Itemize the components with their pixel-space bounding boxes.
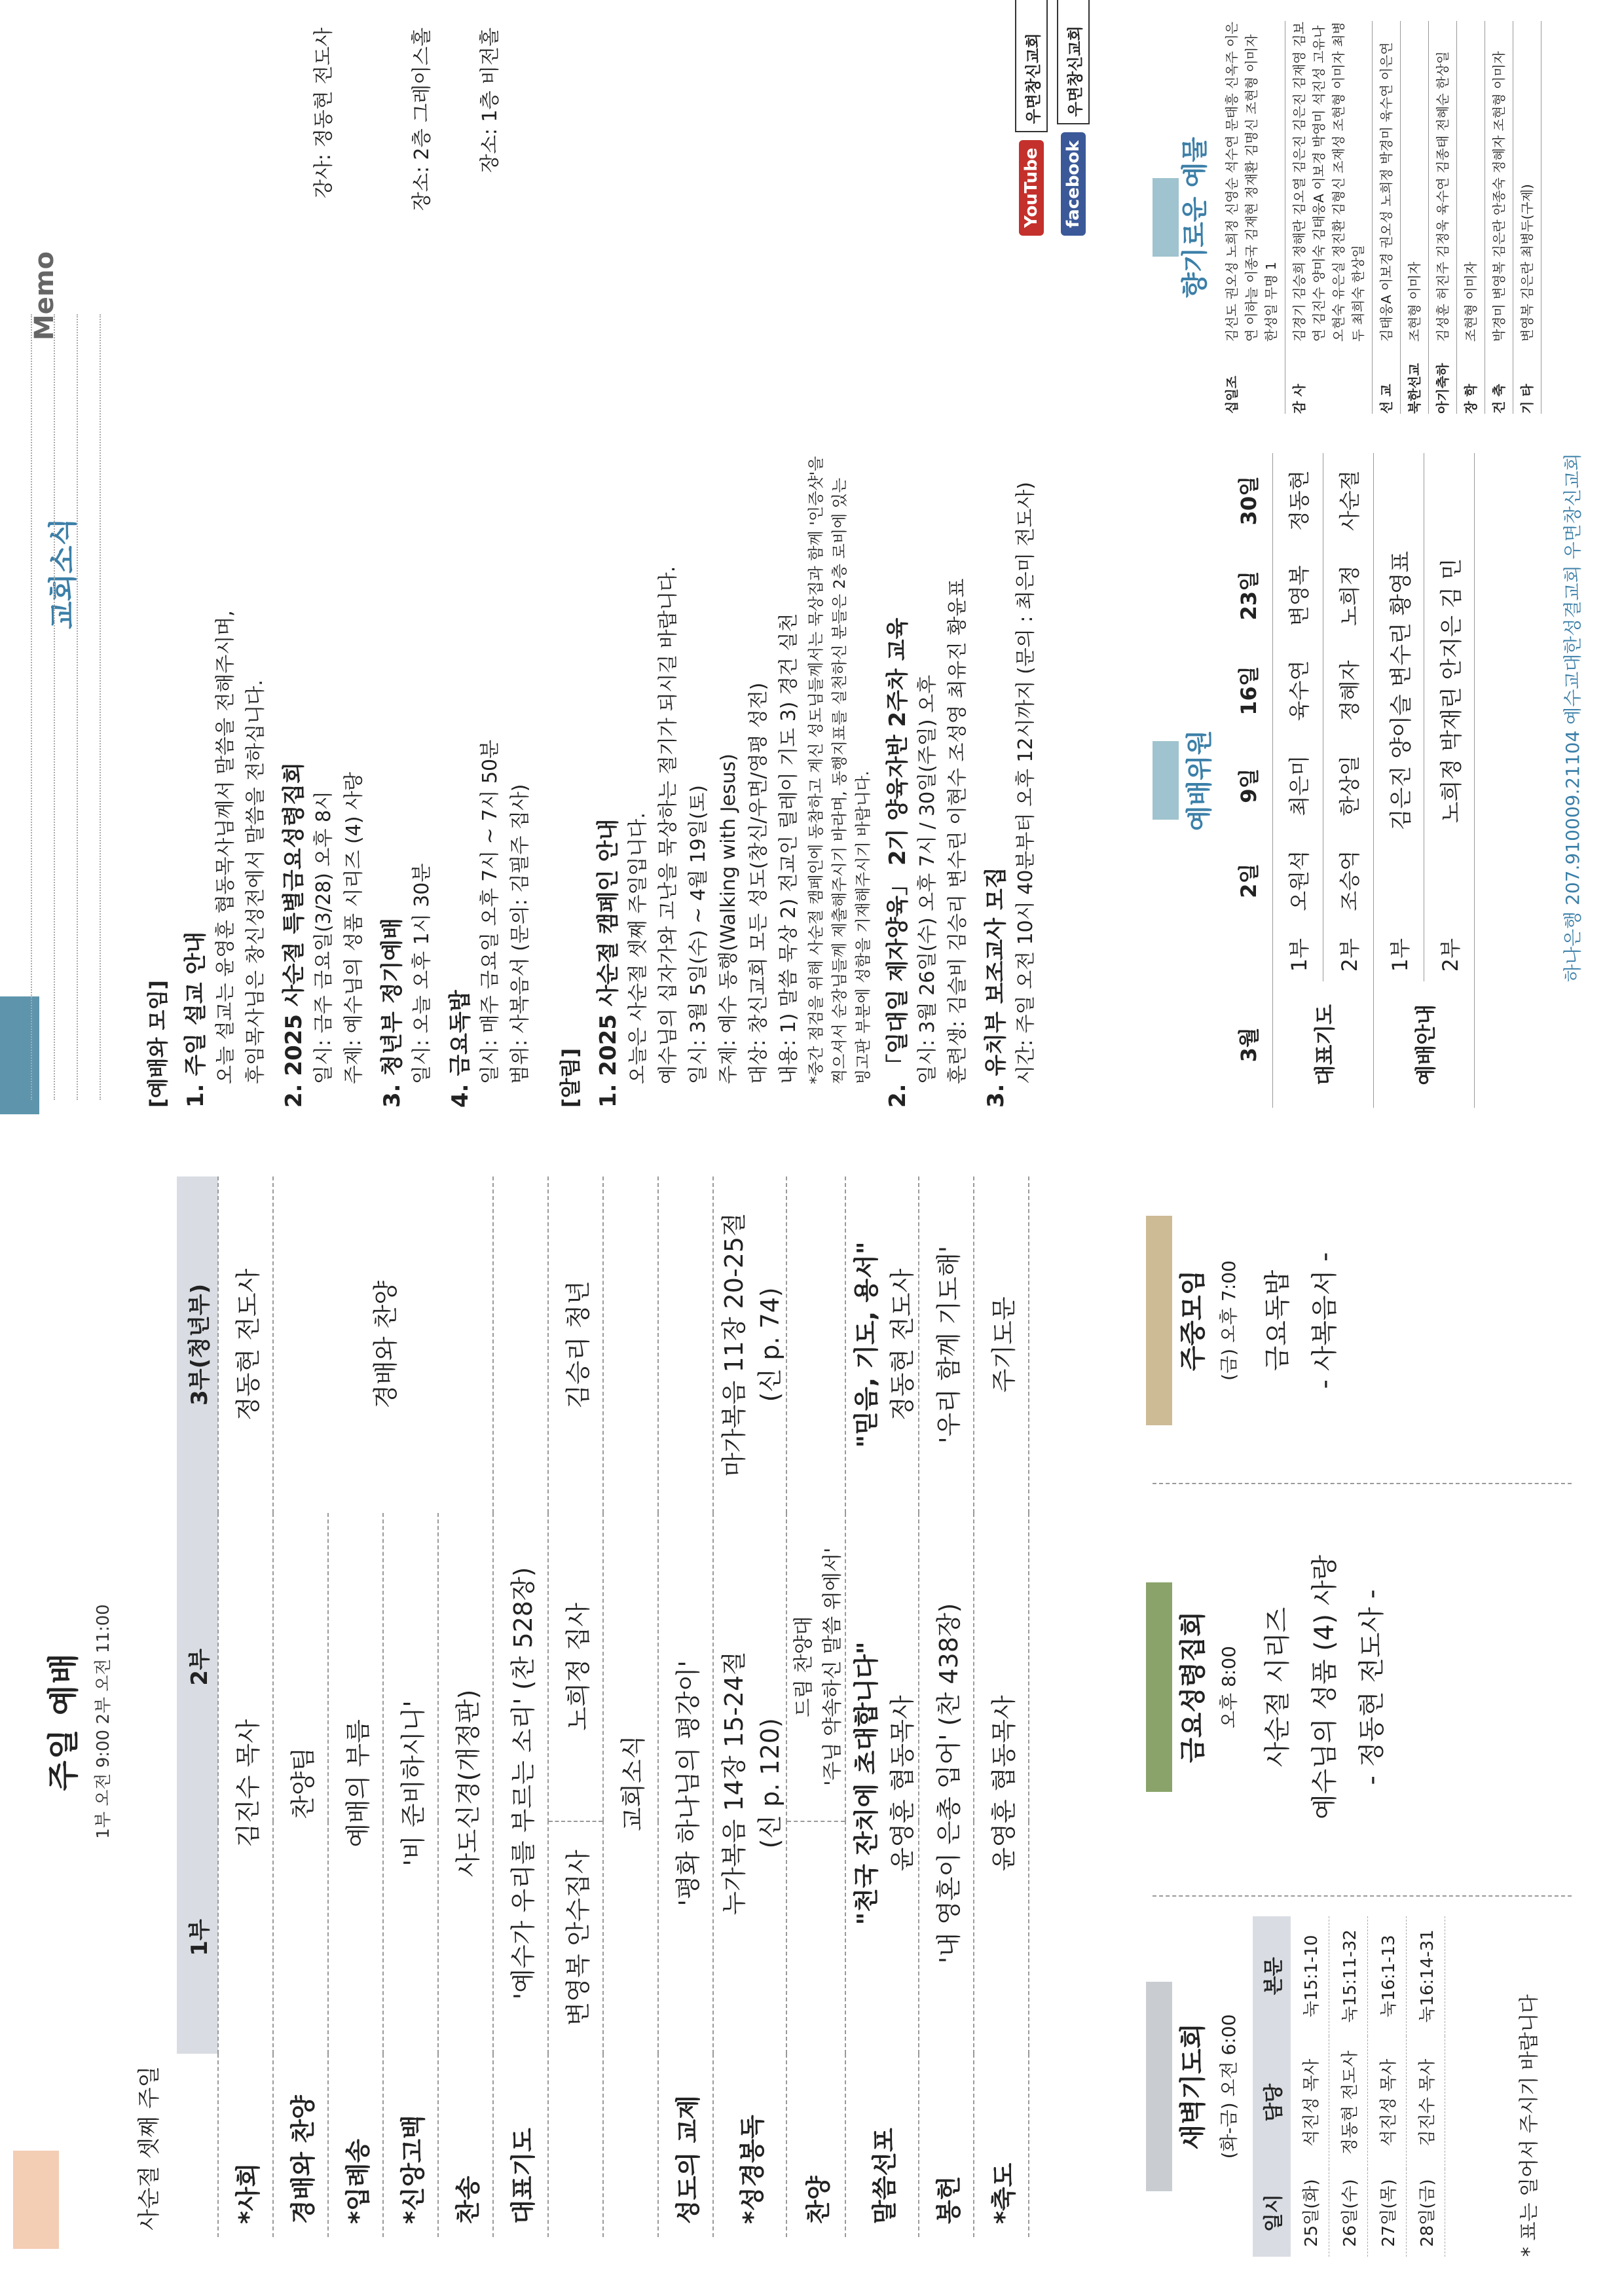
duty-title: 예배위원 xyxy=(1185,729,1215,831)
cell: '우리 함께 기도해' xyxy=(919,1176,974,1513)
worship-panel xyxy=(0,1147,1624,2296)
item-line: 훈련생: 김슬비 김승리 변수린 이현수 조성영 최유진 황윤표 xyxy=(946,578,969,1084)
item-line: 대상: 창신교회 모든 성도(창신/우면/영평 성전) xyxy=(747,682,770,1084)
cell xyxy=(1223,928,1273,982)
divider xyxy=(1153,1895,1572,1897)
cell: 한상일 xyxy=(1323,738,1374,833)
tan-tab xyxy=(1146,1216,1172,1425)
item-line: 일시: 3월 26일(수) 오후 7시 / 30일(주일) 오후 xyxy=(916,674,939,1084)
scripture-12: 누가복음 14장 15-24절 xyxy=(720,1651,748,1916)
memo-strip xyxy=(0,0,1624,92)
cell: 눅15:11-32 xyxy=(1329,1916,1368,2036)
item-title: 4. 금요독밥 xyxy=(447,990,473,1108)
worship-order-table xyxy=(177,1176,1029,2237)
offering-names: 조현형 이미자 xyxy=(1463,261,1479,342)
col-2bu: 2부 xyxy=(177,1513,218,1821)
cell: 26일(수) xyxy=(1329,2169,1368,2257)
youtube-channel: 우면창신교회 xyxy=(1024,33,1043,124)
date: 16일 xyxy=(1223,643,1273,738)
col-3bu: 3부(청년부) xyxy=(177,1176,218,1513)
cell xyxy=(845,1513,919,2054)
table-row xyxy=(1291,1916,1329,2257)
item-line: 일시: 금주 금요일(3/28) 오후 8시 xyxy=(312,791,335,1084)
dawn-col: 일시 xyxy=(1253,2169,1291,2257)
item-line-right: 장소: 1층 비전홀 xyxy=(479,27,502,173)
offering-kind: 기 타 xyxy=(1519,384,1535,414)
cell xyxy=(786,1821,845,2054)
cell: 정혜자 xyxy=(1323,643,1374,738)
scripture-12-page: (신 p. 120) xyxy=(756,1718,784,1849)
cell: 사순절 xyxy=(1323,453,1374,548)
cell: 정동현 전도사 xyxy=(218,1176,273,1513)
friday-speaker: - 정동현 전도사 - xyxy=(1357,1589,1387,1785)
col-1bu: 1부 xyxy=(177,1821,218,2054)
cell: '내 영혼이 은총 입어' (찬 438장) xyxy=(919,1513,974,2054)
cell: 윤영훈 협동목사 xyxy=(974,1513,1029,2054)
cell: 정동현 전도사 xyxy=(1329,2036,1368,2170)
row-label xyxy=(603,2054,658,2237)
item-line-right: 강사: 정동현 전도사 xyxy=(312,27,335,199)
midweek-time: (금) 오후 7:00 xyxy=(1218,1260,1240,1381)
cell: 노희정 박재린 안지은 김 민 xyxy=(1424,453,1475,928)
item-line: 오늘 설교는 윤영훈 협동목사님께서 말씀을 전해주시며, xyxy=(214,610,237,1084)
service-name: 사순절 셋째 주일 xyxy=(136,2066,162,2231)
dawn-prayer-box xyxy=(1146,1916,1445,2257)
facebook-link[interactable] xyxy=(1057,0,1090,124)
month: 3월 xyxy=(1223,981,1273,1108)
cell: 김승리 청년 xyxy=(548,1176,603,1513)
memo-line xyxy=(100,314,101,1100)
offering-names: 조현형 이미자 xyxy=(1407,261,1422,342)
row-label: *축도 xyxy=(974,2054,1029,2237)
cell: 육수연 xyxy=(1273,643,1323,738)
item-line: 일시: 3월 5일(수) ~ 4월 19일(토) xyxy=(687,784,710,1084)
green-tab xyxy=(1146,1582,1172,1792)
item-line: 빙고판 부분에 성함을 기재해주시기 바랍니다. xyxy=(854,771,872,1084)
cell xyxy=(713,1176,786,1513)
cell: 김진수 목사 xyxy=(218,1513,273,2054)
dawn-col: 본문 xyxy=(1253,1916,1291,2036)
row-label: 성도의 교제 xyxy=(658,2054,713,2237)
memo-line xyxy=(54,314,55,1100)
cell: '예수가 우리를 부르는 소리' (찬 528장) xyxy=(493,1513,548,2054)
row-label: 봉헌 xyxy=(919,2054,974,2237)
cell: 교회소식 xyxy=(603,1513,658,2054)
youtube-icon: YouTube xyxy=(1019,140,1044,236)
friday-series: 사순절 시리즈 xyxy=(1263,1607,1293,1768)
cell: 찬양팀 xyxy=(273,1513,328,2054)
midweek-title: 주중모임 xyxy=(1178,1269,1208,1372)
cell: 조승억 xyxy=(1323,833,1374,928)
cell xyxy=(845,1176,919,1513)
item-title: 2. 「일대일 제자양육」 2기 양육자반 2주차 교육 xyxy=(885,617,911,1108)
part-label: 2부 xyxy=(1424,928,1475,982)
offering-names: 박경미 변영복 김은란 안종숙 정혜자 조현형 이미자 xyxy=(1491,51,1507,342)
midweek-range: - 사복음서 - xyxy=(1310,1252,1340,1389)
worship-times: 1부 오전 9:00 2부 오전 11:00 xyxy=(94,1604,113,1839)
scripture-3: 마가복음 11장 20-25절 xyxy=(720,1212,748,1477)
item-line: 범위: 사복음서 (문의: 김필주 집사) xyxy=(509,784,532,1084)
item-line: 일시: 오늘 오후 1시 30분 xyxy=(411,863,434,1084)
item-title: 1. 2025 사순절 캠페인 안내 xyxy=(595,818,621,1108)
item-line: 주제: 예수님의 성품 시리즈 (4) 사랑 xyxy=(342,771,365,1084)
cell: 사도신경(개정판) xyxy=(438,1513,493,2054)
part-label: 2부 xyxy=(1323,928,1374,982)
part-label: 1부 xyxy=(1273,928,1323,982)
cell xyxy=(786,1513,845,1821)
friday-time: 오후 8:00 xyxy=(1218,1646,1240,1728)
cell: 변영복 안수집사 xyxy=(548,1821,603,2054)
item-line: 시간: 주일 오전 10시 40분부터 오후 12시까지 (문의 : 최은미 전도사) xyxy=(1014,481,1037,1084)
offering-kind: 선 교 xyxy=(1378,384,1394,414)
duty-table xyxy=(1223,453,1475,1108)
row-label: 말씀선포 xyxy=(845,2054,919,2237)
cell: 정동현 xyxy=(1273,453,1323,548)
cell: 눅16:14-31 xyxy=(1407,1916,1445,2036)
facebook-page: 우면창신교회 xyxy=(1065,26,1084,117)
row-label: 찬양 xyxy=(786,2054,845,2237)
offering-names: 김경기 김승희 정해란 김오열 김은진 김은진 김재영 김보연 김진수 양미숙 김태웅A 이보경 박영미 석진성 고유나 오현숙 유은실 정진환 김형신 조재성 조현형 이미자 최병두 최희숙 한상일 xyxy=(1291,22,1366,342)
cell: 김은진 양이슬 변수린 황영표 xyxy=(1374,453,1424,928)
offering-kind: 십일조 xyxy=(1224,376,1240,414)
cell: 석진성 목사 xyxy=(1368,2036,1407,2170)
table-row xyxy=(1407,1916,1445,2257)
row-label: *신앙고백 xyxy=(383,2054,438,2237)
teal-tab xyxy=(1153,741,1179,820)
date: 30일 xyxy=(1223,453,1273,548)
cell: 노희정 집사 xyxy=(548,1513,603,1821)
date: 23일 xyxy=(1223,548,1273,643)
memo-line xyxy=(31,314,32,1100)
guide-label: 예배안내 xyxy=(1374,981,1475,1108)
cell: 27일(목) xyxy=(1368,2169,1407,2257)
news-panel xyxy=(0,0,1624,1147)
memo-lines xyxy=(20,314,111,1165)
row-label: *성경봉독 xyxy=(713,2054,786,2237)
cell xyxy=(603,1176,658,1513)
choir-name: 드림 찬양대 xyxy=(792,1616,815,1718)
item-line-right: 장소: 2층 그레이스홀 xyxy=(411,27,434,211)
row-label: *입례송 xyxy=(328,2054,383,2237)
memo-label: Memo xyxy=(29,251,60,340)
row-label: *사회 xyxy=(218,2054,273,2237)
item-title: 3. 유치부 보조교사 모집 xyxy=(983,867,1009,1108)
date: 9일 xyxy=(1223,738,1273,833)
gray-tab xyxy=(1146,1982,1172,2191)
scripture-3-page: (신 p. 74) xyxy=(756,1287,784,1402)
offering-kind: 북한선교 xyxy=(1407,363,1422,414)
facebook-icon: facebook xyxy=(1061,132,1086,236)
social-links xyxy=(1015,0,1090,236)
cell: 오원석 xyxy=(1273,833,1323,928)
offering-names: 김태웅A 이보경 권오성 노희정 박경미 육수연 이은연 xyxy=(1378,42,1394,342)
cell: 예배의 부름 xyxy=(328,1513,383,2054)
duty-roster xyxy=(1153,453,1475,1108)
dawn-table xyxy=(1253,1916,1445,2257)
standing-note: * 표는 일어서 주시기 바랍니다 xyxy=(1518,1994,1541,2257)
row-label: 경배와 찬양 xyxy=(273,2054,328,2237)
friday-topic: 예수님의 성품 (4) 사랑 xyxy=(1310,1555,1340,1819)
bank-account: 하나은행 207.910009.21104 예수교대한성결교회 우면창신교회 xyxy=(1562,453,1583,982)
cell xyxy=(493,1176,548,1513)
offering-kind: 아기축하 xyxy=(1435,363,1450,414)
item-line: 일시: 매주 금요일 오후 7시 ~ 7시 50분 xyxy=(479,739,502,1084)
item-title: 2. 2025 사순절 특별금요성령집회 xyxy=(281,762,307,1108)
sermon-speaker: 윤영훈 협동목사 xyxy=(888,1695,917,1872)
section-heading: [예배와 모임] xyxy=(145,980,170,1108)
cell xyxy=(713,1513,786,2054)
offering-names: 김성훈 허진주 김정욱 육수연 김종태 전혜순 한상일 xyxy=(1435,51,1450,342)
item-line: *중간 점검을 위해 사순절 캠페인에 동참하고 계신 성도님들께서는 묵상집과 함께 '인증샷'을 xyxy=(807,456,825,1084)
part-label: 1부 xyxy=(1374,928,1424,982)
cell: 눅16:1-13 xyxy=(1368,1916,1407,2036)
cell: 최은미 xyxy=(1273,738,1323,833)
cell: 석진성 목사 xyxy=(1291,2036,1329,2170)
cell: 경배와 찬양 xyxy=(273,1176,493,1513)
youtube-link[interactable] xyxy=(1015,0,1048,132)
sermon-speaker-3: 정동현 전도사 xyxy=(888,1268,917,1421)
choir-song: '주님 약속하신 말씀 위에서' xyxy=(821,1547,844,1786)
memo-line xyxy=(77,314,78,1100)
cell: 28일(금) xyxy=(1407,2169,1445,2257)
offering-kind: 감 사 xyxy=(1291,384,1307,414)
divider xyxy=(1153,1483,1572,1484)
row-label: 대표기도 xyxy=(493,2054,548,2237)
friday-title: 금요성령집회 xyxy=(1178,1611,1208,1763)
cell: 주기도문 xyxy=(974,1176,1029,1513)
dawn-time: (화-금) 오전 6:00 xyxy=(1218,2014,1240,2159)
offering-kind: 건 축 xyxy=(1491,384,1507,414)
cell xyxy=(786,1176,845,1513)
item-title: 1. 주일 설교 안내 xyxy=(183,931,209,1108)
item-title: 3. 청년부 정기예배 xyxy=(379,917,405,1108)
item-line: 내용: 1) 말씀 묵상 2) 전교인 릴레이 기도 3) 경건 실천 xyxy=(777,613,800,1084)
cell: 노희정 xyxy=(1323,548,1374,643)
date: 2일 xyxy=(1223,833,1273,928)
cell xyxy=(658,1176,713,1513)
offering-names: 변영복 김은란 최병두(구제) xyxy=(1519,184,1535,342)
cell: 눅15:1-10 xyxy=(1291,1916,1329,2036)
section-heading: [알림] xyxy=(558,1048,583,1108)
item-line: 예수님의 십자가와 고난을 묵상하는 절기가 되시길 바랍니다. xyxy=(657,566,680,1084)
sermon-title-3: "믿음, 기도, 용서" xyxy=(852,1241,881,1448)
dawn-col: 담당 xyxy=(1253,2036,1291,2170)
table-row xyxy=(1368,1916,1407,2257)
teal-tab xyxy=(1153,178,1179,257)
prayer-label: 대표기도 xyxy=(1273,981,1374,1108)
news-body xyxy=(131,27,1041,1108)
sermon-title: "천국 잔치에 초대합니다" xyxy=(852,1641,881,1925)
cell: 변영복 xyxy=(1273,548,1323,643)
item-line: 오늘은 사순절 셋째 주일입니다. xyxy=(627,812,650,1084)
news-title: 교회소식 xyxy=(46,518,80,630)
friday-box xyxy=(1146,1504,1395,1870)
midweek-name: 금요독밥 xyxy=(1263,1269,1293,1372)
dawn-title: 새벽기도회 xyxy=(1178,2023,1208,2150)
worship-title: 주일 예배 xyxy=(45,1652,82,1791)
row-label: 찬송 xyxy=(438,2054,493,2237)
cell: 김진수 목사 xyxy=(1407,2036,1445,2170)
item-line: 주제: 예수 동행(Walking with Jesus) xyxy=(717,754,740,1084)
cell: '평화 하나님의 평강이' xyxy=(658,1513,713,2054)
offerings-title: 향기로운 예물 xyxy=(1180,137,1210,298)
item-line: 찍으셔서 순장님들께 제출해주시기 바라며, 동행지표를 실천하신 분들은 2층 로비에 있는 xyxy=(830,477,849,1084)
item-line: 후임목사님은 창신성전에서 말씀을 전하십니다. xyxy=(244,680,267,1084)
cell: 25일(화) xyxy=(1291,2169,1329,2257)
midweek-box xyxy=(1146,1176,1348,1465)
cell: '비 준비하시니' xyxy=(383,1513,438,2054)
offering-names: 김선도 권오성 노희정 신영순 석수연 문태흥 신옥주 이은연 이하늘 이종국 김재현 정재환 김명신 조현형 이미자 한성일 무명 1 xyxy=(1224,22,1279,342)
table-row xyxy=(1329,1916,1368,2257)
offering-kind: 장 학 xyxy=(1463,384,1479,414)
